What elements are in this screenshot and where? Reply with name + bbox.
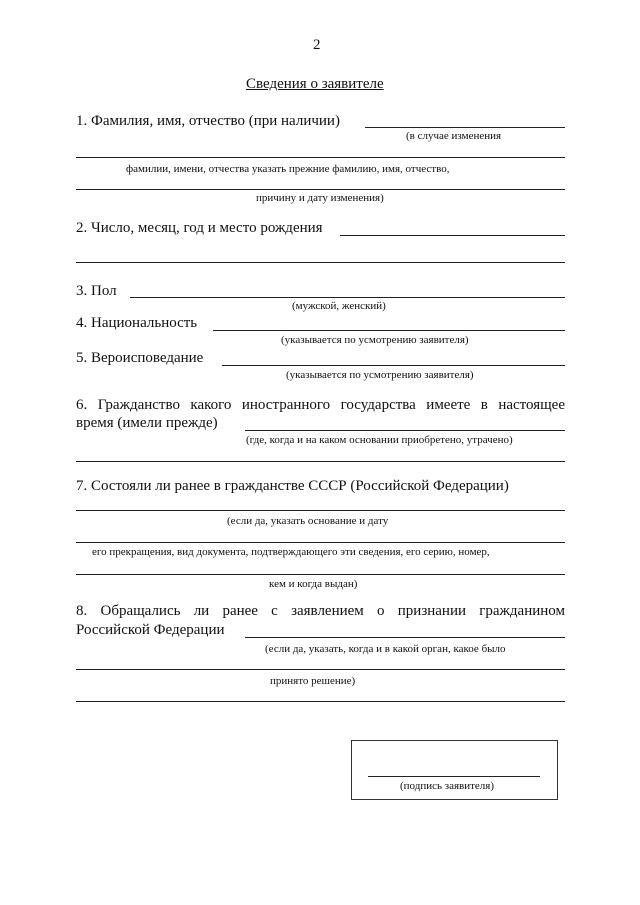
q8-line1: 8. Обращались ли ранее с заявлением о признании гражданином bbox=[76, 603, 565, 619]
q7-hint-a: (если да, указать основание и дату bbox=[227, 515, 389, 527]
q2-answer-line-2[interactable] bbox=[76, 262, 565, 263]
q7-answer-line-3[interactable] bbox=[76, 574, 565, 575]
q1-answer-line-3[interactable] bbox=[76, 189, 565, 190]
q5-answer-line[interactable] bbox=[222, 365, 565, 366]
q5-label: 5. Вероисповедание bbox=[76, 350, 204, 366]
q2-answer-line[interactable] bbox=[340, 235, 565, 236]
q7-answer-line-2[interactable] bbox=[76, 542, 565, 543]
q1-hint-c: причину и дату изменения) bbox=[256, 192, 384, 204]
q8-line2: Российской Федерации bbox=[76, 622, 225, 638]
q1-label: 1. Фамилия, имя, отчество (при наличии) bbox=[76, 113, 340, 129]
q1-answer-line[interactable] bbox=[365, 127, 565, 128]
page-title: Сведения о заявителе bbox=[246, 76, 384, 92]
q1-hint-a: (в случае изменения bbox=[406, 130, 502, 142]
q6-hint: (где, когда и на каком основании приобретено, утрачено) bbox=[246, 434, 513, 446]
q8-hint-a: (если да, указать, когда и в какой орган, какое было bbox=[265, 643, 506, 655]
q2-label: 2. Число, месяц, год и место рождения bbox=[76, 220, 323, 236]
q7-answer-line[interactable] bbox=[76, 510, 565, 511]
q1-hint-b: фамилии, имени, отчества указать прежние фамилию, имя, отчество, bbox=[126, 163, 450, 175]
q8-answer-line-2[interactable] bbox=[76, 669, 565, 670]
q6-answer-line-2[interactable] bbox=[76, 461, 565, 462]
q8-answer-line-3[interactable] bbox=[76, 701, 565, 702]
q4-hint: (указывается по усмотрению заявителя) bbox=[281, 334, 469, 346]
q3-label: 3. Пол bbox=[76, 283, 117, 299]
q6-line1: 6. Гражданство какого иностранного государства имеете в настоящее bbox=[76, 397, 565, 413]
signature-line[interactable] bbox=[368, 776, 540, 777]
q3-answer-line[interactable] bbox=[130, 297, 565, 298]
q3-hint: (мужской, женский) bbox=[292, 300, 386, 312]
page-number: 2 bbox=[313, 37, 321, 53]
signature-caption: (подпись заявителя) bbox=[400, 780, 495, 792]
q7-label: 7. Состояли ли ранее в гражданстве СССР (Российской Федерации) bbox=[76, 478, 509, 494]
signature-box bbox=[351, 740, 558, 800]
q6-answer-line[interactable] bbox=[245, 430, 565, 431]
q5-hint: (указывается по усмотрению заявителя) bbox=[286, 369, 474, 381]
q8-answer-line[interactable] bbox=[245, 637, 565, 638]
q4-answer-line[interactable] bbox=[213, 330, 565, 331]
q6-line2: время (имели прежде) bbox=[76, 415, 218, 431]
q4-label: 4. Национальность bbox=[76, 315, 198, 331]
q8-hint-b: принято решение) bbox=[270, 675, 356, 687]
q7-hint-c: кем и когда выдан) bbox=[269, 578, 358, 590]
q7-hint-b: его прекращения, вид документа, подтверждающего эти сведения, его серию, номер, bbox=[92, 546, 490, 558]
q1-answer-line-2[interactable] bbox=[76, 157, 565, 158]
